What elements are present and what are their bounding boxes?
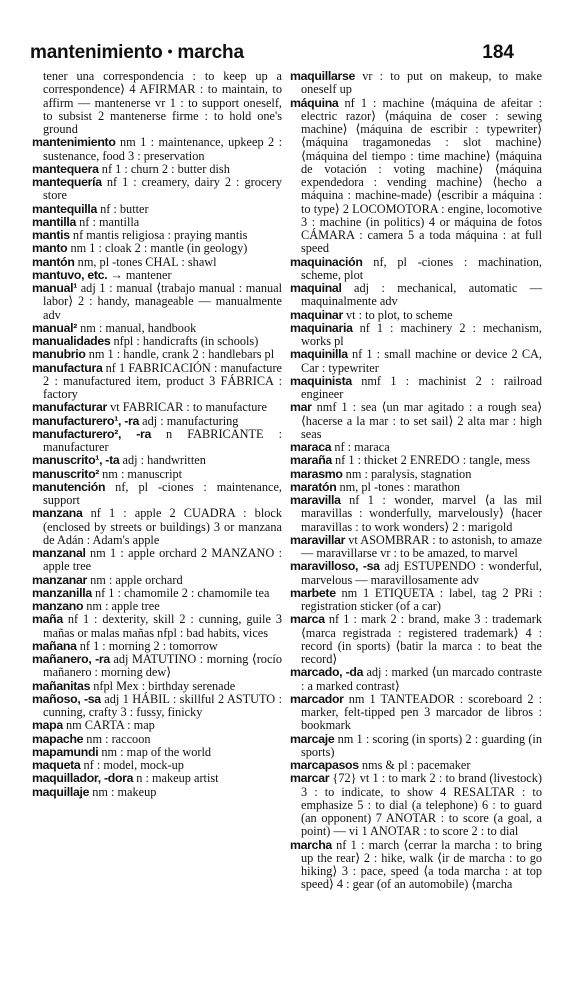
entry-headword: manzano (32, 599, 84, 613)
entry-headword: maraña (290, 453, 332, 468)
entry-headword: mapamundi (32, 744, 99, 759)
entry-headword: marcapasos (290, 758, 359, 772)
dictionary-entry (290, 494, 542, 534)
entry-definition: nm : apple tree (83, 599, 160, 613)
dictionary-entry (290, 454, 542, 467)
dictionary-entry (32, 574, 282, 587)
entry-definition: nm : manual, handbook (77, 320, 197, 335)
entry-definition: adj : manufacturing (139, 413, 239, 428)
entry-definition: nf : butter (97, 201, 149, 216)
entry-headword: manufacturero¹, -ra (32, 413, 140, 428)
entry-headword: marcha (290, 837, 332, 852)
dictionary-entry (32, 428, 282, 455)
dictionary-entry (32, 680, 282, 693)
dictionary-entry (290, 587, 542, 614)
entry-headword: mantón (32, 254, 75, 269)
entry-definition: nm : paralysis, stagnation (342, 466, 472, 481)
entry-definition: n : makeup artist (133, 771, 219, 786)
page-header (0, 42, 582, 66)
entry-headword: mañanitas (32, 678, 91, 693)
dictionary-entry (290, 97, 542, 256)
dictionary-entry (290, 282, 542, 309)
entry-definition: nf 1 : machinery 2 : mechanism, works pl (301, 320, 542, 348)
entry-definition: nm : makeup (89, 784, 157, 799)
entry-definition: {72} vt 1 : to mark 2 : to brand (livestock) 3 : to indicate, to show 4 RESALTAR : to emphasize 5 : to dial (a telephone) 6 : to guard (an opponent) 7 ANOTAR : to score (a goal, a point) — vi 1 ANOTAR : to score 2 : to dial (301, 771, 542, 839)
entry-headword: maquillarse (290, 69, 356, 83)
dictionary-entry (32, 362, 282, 402)
dictionary-entry (32, 229, 282, 242)
entry-headword: mantilla (32, 214, 77, 229)
dictionary-entry (290, 322, 542, 349)
entry-definition: nm CARTA : map (62, 718, 155, 733)
dictionary-entry (32, 242, 282, 255)
entry-definition: adj ESTUPENDO : wonderful, marvelous — maravillosamente adv (301, 559, 543, 587)
entry-headword: manutención (32, 479, 106, 494)
entry-headword: manufacturar (32, 400, 107, 415)
entry-headword: mar (290, 400, 312, 415)
dictionary-entry (32, 772, 282, 785)
entry-headword: manual¹ (32, 281, 78, 295)
entry-headword: máquina (290, 95, 339, 110)
entry-definition: nf 1 : creamery, dairy 2 : grocery store (43, 175, 282, 203)
dictionary-entry (290, 759, 542, 772)
entry-headword: marcado, -da (290, 665, 364, 680)
entry-definition: nms & pl : pacemaker (358, 758, 471, 772)
dictionary-entry (32, 653, 282, 680)
entry-headword: maquillador, -dora (32, 771, 134, 786)
entry-definition: nf 1 FABRICACIÓN : manufacture 2 : manufactured item, product 3 FÁBRICA : factory (43, 360, 282, 401)
dictionary-entry (32, 163, 282, 176)
dictionary-entry (32, 547, 282, 574)
entry-definition: vt : to plot, to scheme (342, 307, 453, 322)
entry-headword: maratón (290, 479, 337, 494)
dictionary-entry (32, 719, 282, 732)
entry-headword: marasmo (290, 466, 343, 481)
entry-definition: nf 1 : chamomile 2 : chamomile tea (91, 585, 270, 600)
guide-separator: • (167, 43, 173, 59)
entry-definition: nm : raccoon (83, 731, 151, 746)
dictionary-entry (32, 256, 282, 269)
entry-headword: maraca (290, 440, 332, 454)
dictionary-entry (32, 468, 282, 481)
entry-definition: nmf 1 : machinist 2 : railroad engineer (301, 373, 542, 401)
entry-headword: marca (290, 612, 325, 627)
dictionary-entry (290, 468, 542, 481)
entry-definition: nf 1 : march ⟨cerrar la marcha : to bring up the rear⟩ 2 : hike, walk ⟨ir de marcha : to go hiking⟩ 3 : pace, speed ⟨a toda marcha : at top speed⟩ 4 : gear (of an automobile) ⟨marcha (301, 837, 542, 892)
dictionary-entry (290, 348, 542, 375)
dictionary-entry (290, 256, 542, 283)
entry-definition: nm, pl -tones CHAL : shawl (74, 254, 217, 269)
entry-headword: mantequera (32, 161, 99, 176)
entry-definition: n FABRICANTE : manufacturer (43, 426, 282, 454)
dictionary-entry (290, 693, 542, 733)
entry-definition: tener una correspondencia : to keep up a correspondence⟩ 4 AFIRMAR : to maintain, to affirm — mantenerse vr 1 : to support oneself, to subsist 2 mantenerse firme : to hold one's ground (43, 69, 282, 136)
dictionary-entry (32, 746, 282, 759)
entry-definition: nmf 1 : sea ⟨un mar agitado : a rough sea⟩ ⟨hacerse a la mar : to set sail⟩ 2 alta mar : high seas (301, 400, 542, 441)
dictionary-entry (32, 401, 282, 414)
entry-definition: nf 1 : thicket 2 ENREDO : tangle, mess (331, 453, 531, 468)
dictionary-entry (32, 203, 282, 216)
dictionary-entry (290, 534, 542, 561)
entry-definition: adj 1 HÁBIL : skillful 2 ASTUTO : cunning, crafty 3 : fussy, finicky (43, 691, 282, 719)
entry-headword: manzanal (32, 546, 86, 560)
dictionary-entry (32, 640, 282, 653)
entry-definition: nm 1 TANTEADOR : scoreboard 2 : marker, felt-tipped pen 3 marcador de libros : bookmark (301, 691, 542, 733)
dictionary-entry (290, 613, 542, 666)
entry-headword: manufacturero², -ra (32, 426, 152, 441)
entry-definition: nm 1 ETIQUETA : label, tag 2 PRi : registration sticker (of a car) (301, 585, 542, 613)
dictionary-entry (32, 600, 282, 613)
entry-definition: nm 1 : scoring (in sports) 2 : guarding (in sports) (301, 731, 542, 759)
entry-definition: nm : apple orchard (87, 572, 183, 587)
dictionary-entry (290, 481, 542, 494)
entry-headword: maqueta (32, 758, 81, 772)
entry-definition: adj : marked ⟨un marcado contraste : a marked contrast⟩ (301, 665, 542, 693)
guide-word-first: mantenimiento (30, 42, 163, 63)
entry-headword: maquinilla (290, 347, 348, 362)
entry-definition: nf, pl -ciones : maintenance, support (43, 479, 282, 507)
dictionary-entry (32, 216, 282, 229)
dictionary-entry (290, 441, 542, 454)
dictionary-entry (32, 481, 282, 508)
entry-headword: maravilla (290, 493, 341, 507)
entry-definition: vr : to put on makeup, to make oneself up (301, 69, 542, 97)
entry-definition: nf 1 : small machine or device 2 CA, Car : typewriter (301, 347, 542, 375)
dictionary-entry (290, 666, 542, 693)
entry-definition: nf 1 : apple 2 CUADRA : block (enclosed by streets or buildings) 3 or manzana de Adán : Adam's apple (43, 506, 282, 547)
entry-definition: nf mantis religiosa : praying mantis (69, 228, 248, 242)
entry-headword: maquinación (290, 254, 363, 269)
dictionary-entry (32, 507, 282, 547)
dictionary-entry (290, 772, 542, 838)
entry-headword: manzanilla (32, 585, 92, 600)
entry-definition: nf 1 : dexterity, skill 2 : cunning, guile 3 mañas or malas mañas nfpl : bad habits, vices (43, 612, 282, 640)
entry-definition: nf 1 : morning 2 : tomorrow (76, 638, 218, 653)
entry-definition: nm : map of the world (98, 744, 212, 759)
entry-headword: maquinal (290, 281, 342, 295)
entry-definition: nf : maraca (331, 440, 390, 454)
guide-word-last: marcha (177, 42, 244, 63)
entry-headword: maquinaria (290, 320, 353, 335)
entry-headword: maña (32, 612, 63, 627)
entry-headword: manualidades (32, 334, 111, 348)
entry-headword: maravilloso, -sa (290, 559, 380, 574)
entry-definition: vt ASOMBRAR : to astonish, to amaze — maravillarse vr : to be amazed, to marvel (301, 532, 542, 560)
entry-headword: manufactura (32, 360, 103, 375)
entry-headword: maquillaje (32, 784, 90, 799)
entry-definition: vt FABRICAR : to manufacture (107, 400, 267, 415)
entry-definition: nm 1 : handle, crank 2 : handlebars pl (85, 347, 275, 362)
dictionary-entry (32, 282, 282, 322)
entry-headword: manubrio (32, 347, 86, 362)
dictionary-entry (32, 454, 282, 467)
entry-definition: nf 1 : machine ⟨máquina de afeitar : electric razor⟩ ⟨máquina de coser : sewing machine⟩ ⟨máquina de escribir : typewriter⟩ ⟨máquina tragamonedas : slot machine⟩ ⟨máquina del tiempo : time machine⟩ ⟨máquina de votación : voting machine⟩ ⟨máquina expendedora : vending machine⟩ ⟨hecho a máquina : machine-made⟩ ⟨escribir a máquina : to type⟩ 2 LOCOMOTORA : engine, locomotive 3 : machine (in politics) 4 or máquina de fotos CÁMARA : camera 5 a toda máquina : at full speed (301, 95, 542, 256)
dictionary-entry (32, 415, 282, 428)
entry-headword: mantenimiento (32, 135, 116, 150)
dictionary-entry (32, 693, 282, 720)
dictionary-entry (290, 70, 542, 97)
entry-definition: nm, pl -tones : marathon (336, 479, 461, 494)
dictionary-entry (32, 269, 282, 282)
dictionary-entry (290, 733, 542, 760)
entry-headword: manzana (32, 506, 83, 521)
entry-headword: mañana (32, 638, 77, 653)
entry-headword: manuscrito¹, -ta (32, 453, 120, 468)
dictionary-entry (32, 70, 282, 136)
entry-headword: mantequería (32, 175, 102, 189)
entry-definition: adj 1 : manual ⟨trabajo manual : manual labor⟩ 2 : handy, manageable — manualmente adv (43, 281, 282, 322)
entry-headword: maquinar (290, 307, 343, 322)
dictionary-entry (290, 839, 542, 892)
entry-definition: nf, pl -ciones : machination, scheme, plot (301, 254, 542, 282)
dictionary-entry (32, 613, 282, 640)
entry-definition: adj MATUTINO : morning ⟨rocío mañanero : morning dew⟩ (43, 652, 282, 680)
entry-headword: mantequilla (32, 201, 98, 216)
dictionary-entry (32, 176, 282, 203)
entry-definition: nf 1 : wonder, marvel ⟨a las mil maravillas : wonderfully, marvelously⟩ ⟨hacer maravillas : to work wonders⟩ 2 : marigold (301, 493, 542, 534)
entry-headword: manual² (32, 320, 78, 335)
entry-definition: nf 1 : churn 2 : butter dish (98, 161, 230, 176)
entry-headword: maquinista (290, 373, 352, 388)
dictionary-entry (32, 587, 282, 600)
dictionary-entry (290, 375, 542, 402)
dictionary-entry (290, 401, 542, 441)
entry-definition: nfpl Mex : birthday serenade (90, 678, 236, 693)
entry-definition: nf : mantilla (76, 214, 140, 229)
dictionary-entry (32, 136, 282, 163)
left-column (32, 70, 282, 799)
page-number: 184 (482, 42, 514, 63)
dictionary-entry (32, 733, 282, 746)
entry-definition: adj : handwritten (119, 453, 206, 468)
entry-definition: nm 1 : apple orchard 2 MANZANO : apple tree (43, 546, 282, 574)
entry-headword: marbete (290, 585, 336, 600)
entry-definition: nfpl : handicrafts (in schools) (110, 334, 259, 348)
entry-headword: mapache (32, 731, 84, 746)
entry-headword: marcador (290, 691, 344, 706)
entry-headword: maravillar (290, 532, 346, 547)
entry-definition: nm : manuscript (99, 466, 183, 481)
entry-headword: marcar (290, 771, 330, 786)
entry-definition: nf 1 : mark 2 : brand, make 3 : trademark ⟨marca registrada : registered trademark⟩ 4 : record (in sports) ⟨batir la marca : to beat the record⟩ (301, 612, 542, 666)
entry-headword: mañoso, -sa (32, 691, 101, 706)
entry-definition: nm 1 : cloak 2 : mantle (in geology) (67, 241, 248, 256)
guide-words (30, 42, 244, 64)
dictionary-entry (32, 322, 282, 335)
entry-headword: manto (32, 241, 68, 256)
entry-headword: mantis (32, 228, 70, 242)
dictionary-entry (32, 786, 282, 799)
entry-headword: mapa (32, 718, 63, 733)
entry-definition: adj : mechanical, automatic — maquinalmente adv (301, 281, 542, 309)
dictionary-entry (32, 348, 282, 361)
dictionary-entry (290, 309, 542, 322)
dictionary-entry (32, 335, 282, 348)
entry-headword: mantuvo, etc. (32, 267, 108, 282)
dictionary-entry (32, 759, 282, 772)
entry-definition: nf : model, mock-up (80, 758, 184, 772)
entry-headword: marcaje (290, 731, 335, 746)
dictionary-entry (290, 560, 542, 587)
entry-headword: mañanero, -ra (32, 652, 110, 666)
entry-headword: manzanar (32, 572, 88, 587)
right-column (290, 70, 542, 892)
entry-definition: → mantener (107, 267, 172, 282)
entry-headword: manuscrito² (32, 466, 100, 481)
entry-definition: nm 1 : maintenance, upkeep 2 : sustenance, food 3 : preservation (43, 135, 282, 163)
